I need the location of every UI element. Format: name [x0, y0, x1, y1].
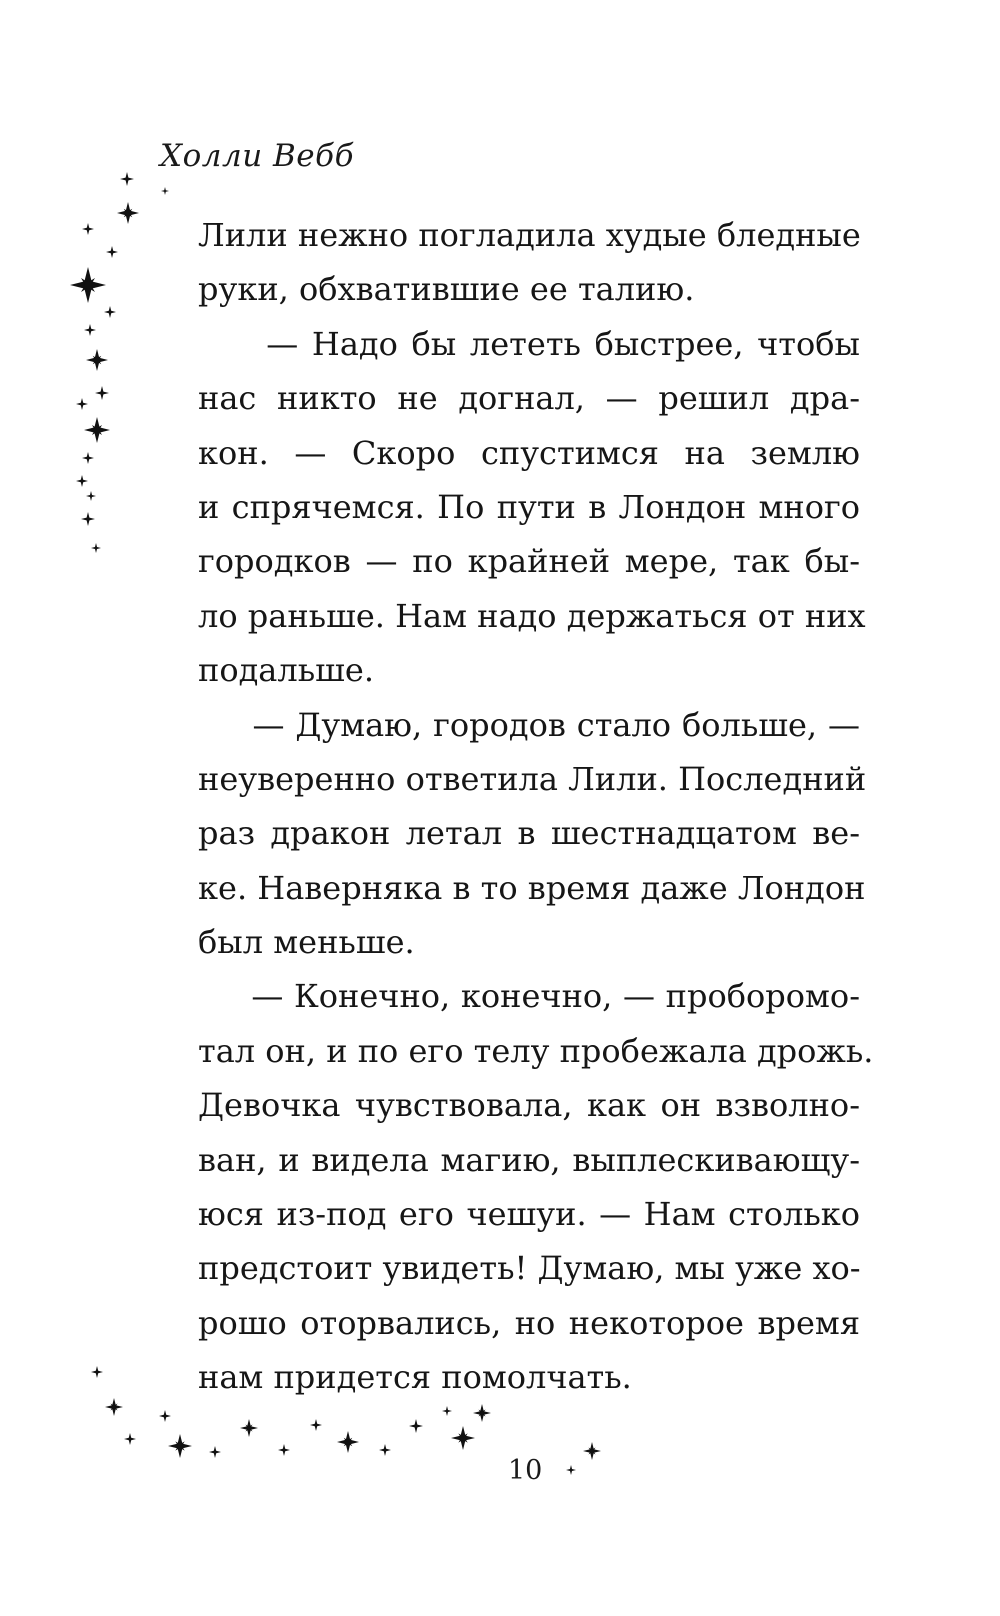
text-line: рошо оторвались, но некоторое время [198, 1303, 860, 1342]
sparkle-star-icon [161, 187, 169, 195]
sparkle-star-icon [209, 1446, 221, 1458]
text-line: нас никто не догнал, — решил дра- [198, 379, 860, 418]
sparkle-star-icon [86, 491, 96, 501]
sparkle-star-icon [82, 223, 94, 235]
sparkle-star-icon [84, 417, 110, 443]
page-body-text [198, 208, 874, 1405]
sparkle-star-icon [70, 267, 106, 303]
page-number: 10 [508, 1455, 543, 1486]
sparkle-star-icon [84, 324, 96, 336]
sparkle-star-icon [120, 172, 134, 186]
text-line: и спрячемся. По пути в Лондон много [198, 487, 860, 526]
sparkle-star-icon [104, 306, 116, 318]
text-line: был меньше. [198, 923, 415, 962]
sparkle-star-icon [379, 1444, 391, 1456]
sparkle-star-icon [566, 1465, 576, 1475]
sparkle-star-icon [117, 202, 139, 224]
sparkle-star-icon [91, 1366, 103, 1378]
text-line: Лили нежно погладила худые бледные [198, 216, 861, 254]
sparkle-star-icon [82, 452, 94, 464]
sparkle-star-icon [310, 1419, 322, 1431]
text-line: ван, и видела магию, выплескивающу- [198, 1140, 860, 1179]
text-line: — Конечно, конечно, — проборомо- [198, 977, 860, 1016]
sparkle-star-icon [240, 1419, 258, 1437]
sparkle-star-icon [473, 1404, 491, 1422]
text-line: предстоит увидеть! Думаю, мы уже хо- [198, 1249, 861, 1288]
sparkle-star-icon [86, 349, 108, 371]
text-line: Девочка чувствовала, как он взволно- [198, 1086, 860, 1125]
running-header: Холли Вебб [160, 138, 354, 174]
sparkle-star-icon [76, 475, 88, 487]
text-line: ло раньше. Нам надо держаться от них [198, 596, 866, 635]
sparkle-star-icon [168, 1434, 192, 1458]
sparkle-star-icon [91, 543, 101, 553]
text-line: неуверенно ответила Лили. Последний [198, 759, 867, 798]
text-line: подальше. [198, 651, 374, 690]
text-line: ке. Наверняка в то время даже Лондон [198, 868, 866, 907]
sparkle-star-icon [124, 1433, 136, 1445]
sparkle-star-icon [81, 512, 95, 526]
sparkle-star-icon [337, 1431, 359, 1453]
sparkle-star-icon [159, 1410, 171, 1422]
sparkle-star-icon [278, 1444, 290, 1456]
text-line: юся из-под его чешуи. — Нам столько [198, 1195, 860, 1234]
sparkle-star-icon [106, 246, 118, 258]
text-line: руки, обхватившие ее талию. [198, 270, 695, 309]
sparkle-star-icon [95, 386, 109, 400]
text-line: — Думаю, городов стало больше, — [198, 705, 860, 744]
sparkle-star-icon [76, 398, 88, 410]
text-line: тал он, и по его телу пробежала дрожь. [198, 1031, 874, 1070]
text-line: раз дракон летал в шестнадцатом ве- [198, 814, 860, 853]
text-line: кон. — Скоро спустимся на землю [198, 433, 860, 472]
sparkle-star-icon [409, 1419, 423, 1433]
sparkle-star-icon [105, 1398, 123, 1416]
sparkle-star-icon [583, 1442, 601, 1460]
text-line: — Надо бы лететь быстрее, чтобы [198, 324, 860, 363]
sparkle-star-icon [442, 1406, 452, 1416]
text-line: нам придется помолчать. [198, 1358, 632, 1397]
text-line: городков — по крайней мере, так бы- [198, 542, 860, 581]
sparkle-star-icon [451, 1426, 475, 1450]
